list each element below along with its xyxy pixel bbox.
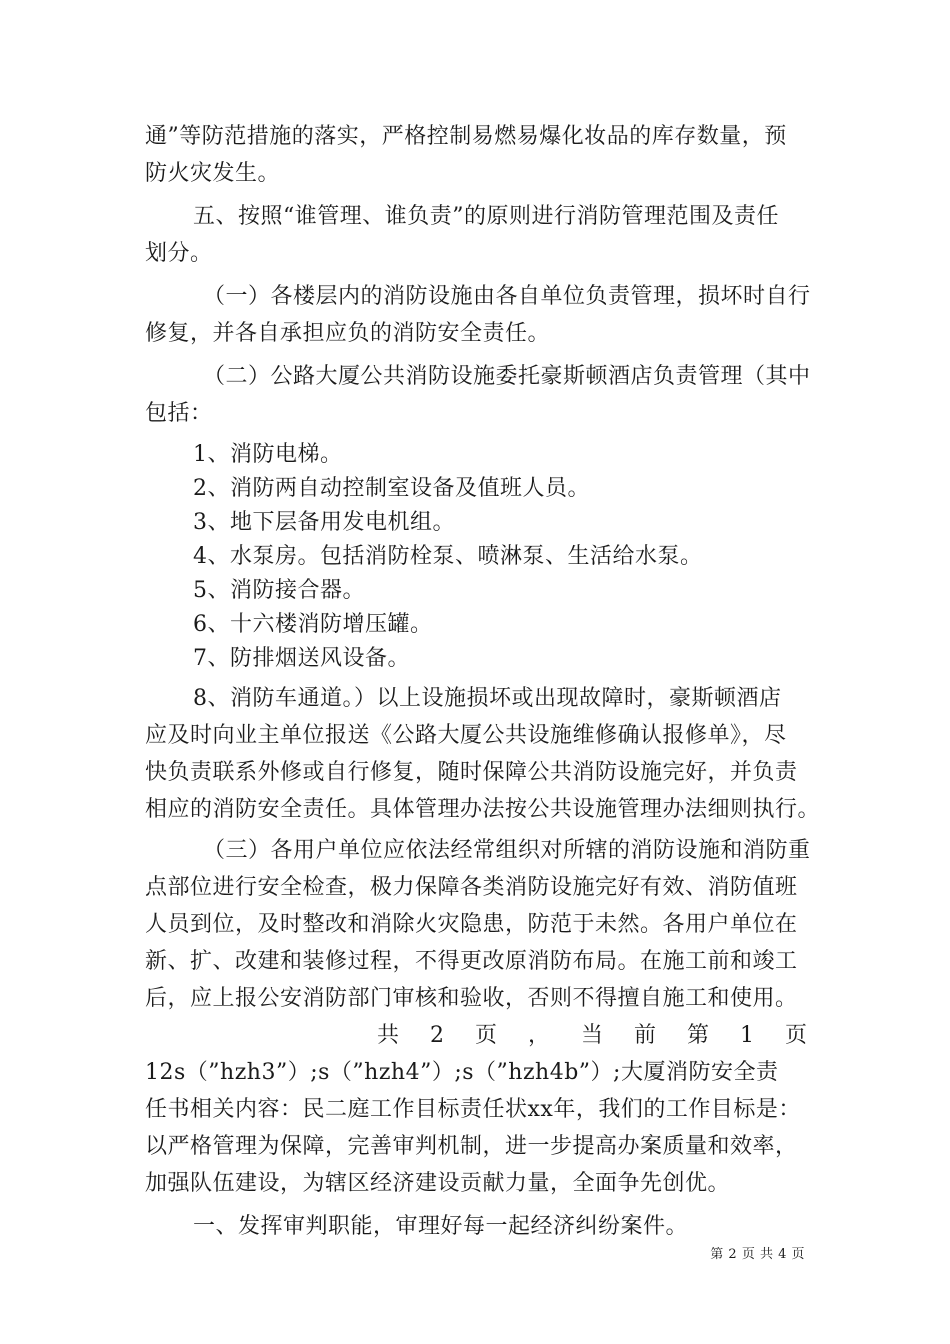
paragraph-line: 包括： (145, 401, 213, 426)
page-counter-line (145, 1017, 807, 1054)
page-footer: 第 2 页 共 4 页 (710, 1247, 805, 1262)
paragraph-line: 以严格管理为保障，完善审判机制，进一步提高办案质量和效率， (145, 1134, 798, 1159)
list-item: 5、消防接合器。 (193, 578, 365, 603)
list-item: 3、地下层备用发电机组。 (193, 510, 455, 535)
paragraph-line: 相应的消防安全责任。具体管理办法按公共设施管理办法细则执行。 (145, 797, 821, 822)
paragraph-line: 通”等防范措施的落实，严格控制易燃易爆化妆品的库存数量，预 (145, 124, 787, 149)
list-item: 7、防排烟送风设备。 (193, 646, 410, 671)
list-item: 6、十六楼消防增压罐。 (193, 612, 433, 637)
facility-list (145, 438, 807, 676)
paragraph-line: 防火灾发生。 (145, 161, 281, 186)
body-text (145, 118, 821, 1245)
paragraph-line: 应及时向业主单位报送《公路大厦公共设施维修确认报修单》，尽 (145, 723, 787, 748)
page-counter-char: 前 (633, 1023, 656, 1048)
paragraph-line: 新、扩、改建和装修过程，不得更改原消防布局。在施工前和竣工 (145, 949, 798, 974)
list-item: 4、水泵房。包括消防栓泵、喷淋泵、生活给水泵。 (193, 544, 703, 569)
code-text-line: 12s（”hzh3”）;s（”hzh4”）;s（”hzh4b”）;大厦消防安全责 (145, 1060, 779, 1085)
page-counter-char: 2 (430, 1023, 444, 1048)
page-counter-char: 1 (739, 1023, 754, 1048)
paragraph-line: 修复，并各自承担应负的消防安全责任。 (145, 321, 551, 346)
list-item: 2、消防两自动控制室设备及值班人员。 (193, 476, 590, 501)
paragraph-line: 快负责联系外修或自行修复，随时保障公共消防设施完好，并负责 (145, 760, 798, 785)
clause-one-line: （一）各楼层内的消防设施由各自单位负责管理，损坏时自行 (203, 284, 811, 309)
list-item: 1、消防电梯。 (193, 442, 343, 467)
clause-three-line: （三）各用户单位应依法经常组织对所辖的消防设施和消防重 (203, 838, 811, 863)
page-counter-char: 页 (784, 1023, 807, 1048)
paragraph-line: 划分。 (145, 241, 213, 266)
paragraph-line: 任书相关内容：民二庭工作目标责任状xx年，我们的工作目标是： (145, 1097, 801, 1122)
page-counter-char: 共 (377, 1023, 400, 1048)
page-counter-char: ， (527, 1023, 550, 1048)
paragraph-line: 点部位进行安全检查，极力保障各类消防设施完好有效、消防值班 (145, 875, 798, 900)
paragraph-line: 加强队伍建设，为辖区经济建设贡献力量，全面争先创优。 (145, 1171, 731, 1196)
section-one-heading: 一、发挥审判职能，审理好每一起经济纠纷案件。 (193, 1214, 689, 1239)
clause-two-line: （二）公路大厦公共消防设施委托豪斯顿酒店负责管理（其中 (203, 364, 811, 389)
item-eight-line: 8、消防车通道。）以上设施损坏或出现故障时，豪斯顿酒店 (193, 686, 782, 711)
page-counter-char: 第 (686, 1023, 709, 1048)
paragraph-line: 后，应上报公安消防部门审核和验收，否则不得擅自施工和使用。 (145, 986, 798, 1011)
page-counter-char: 页 (474, 1023, 497, 1048)
paragraph-line: 人员到位，及时整改和消除火灾隐患，防范于未然。各用户单位在 (145, 912, 798, 937)
section-five-heading: 五、按照“谁管理、谁负责”的原则进行消防管理范围及责任 (193, 204, 779, 229)
page-counter-char: 当 (580, 1023, 603, 1048)
